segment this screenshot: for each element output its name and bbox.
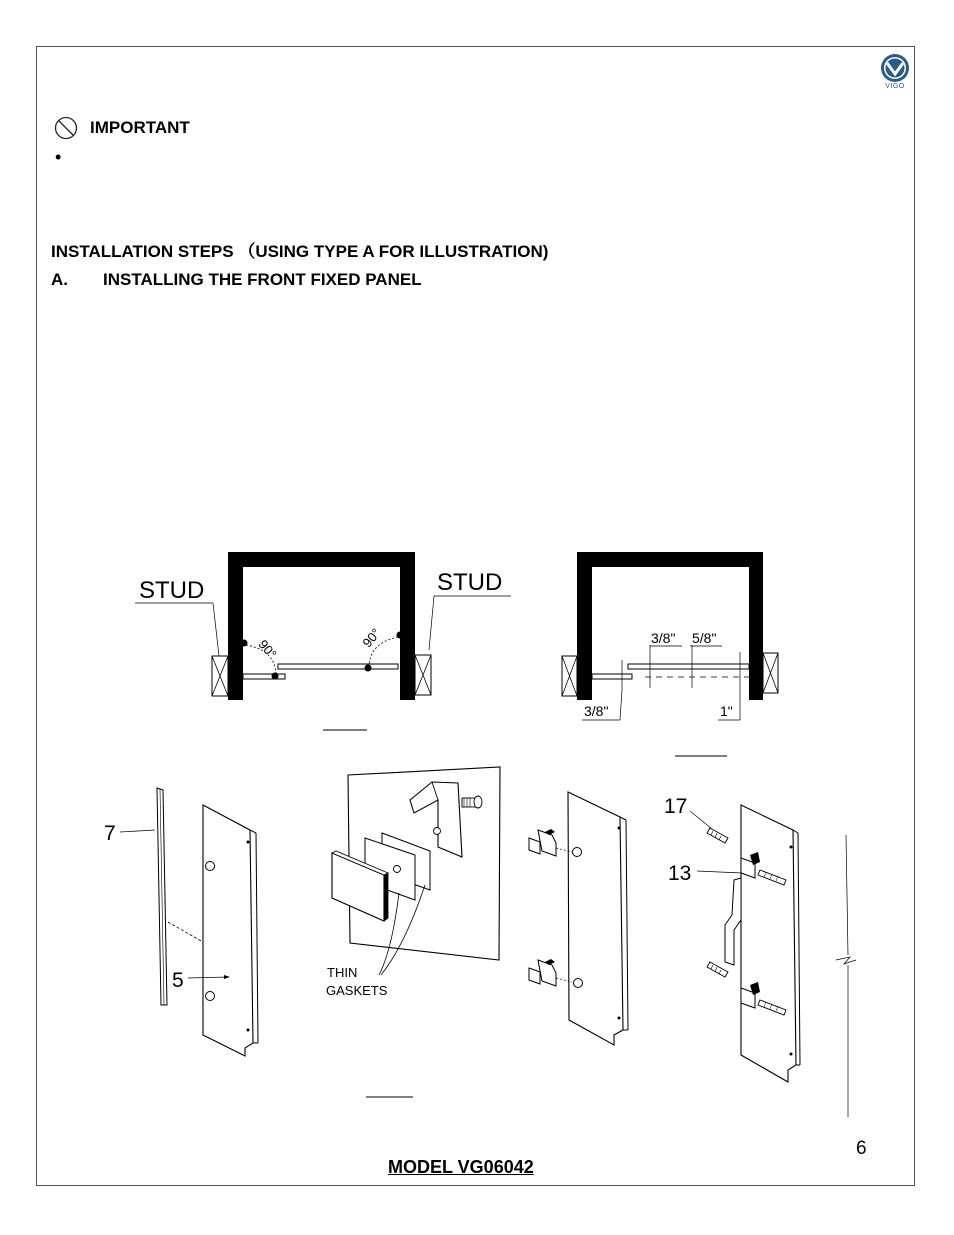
height-line [846, 835, 848, 955]
installation-steps-heading: INSTALLATION STEPS （USING TYPE A FOR ILLUSTRATION) [51, 242, 549, 261]
leader-line [620, 690, 622, 720]
top-view-diagram-left [135, 552, 511, 730]
panel-hole [206, 862, 215, 871]
dimension-label: 5/8" [692, 630, 717, 646]
stud-label-left: STUD [139, 577, 205, 604]
page-number: 6 [856, 1138, 867, 1159]
mounting-channel [725, 878, 741, 965]
panel-with-strip-diagram [104, 788, 258, 1056]
fixed-panel-left [243, 674, 285, 679]
bracket-screw [462, 796, 482, 808]
leader-line [429, 596, 434, 650]
angle-label-left: 90° [255, 636, 280, 662]
bracket-exploded-diagram [326, 767, 500, 1097]
gaskets-label-line1: THIN [327, 965, 358, 980]
stud-block-right [763, 653, 778, 693]
important-label: IMPORTANT [90, 118, 190, 137]
stud-block-right [415, 655, 431, 695]
panel-with-brackets-diagram [529, 792, 628, 1045]
panel-hole [206, 992, 215, 1001]
panel-hole [574, 979, 583, 988]
door-panel [278, 664, 398, 669]
wall-bracket-lower [529, 959, 572, 986]
anchor-17-upper [707, 828, 728, 843]
hinge-dot [365, 665, 372, 672]
gaskets-label-line2: GASKETS [326, 983, 388, 998]
anchor-17-lower [707, 962, 728, 977]
wall-bracket-upper [529, 829, 572, 856]
part-number-7: 7 [104, 822, 116, 845]
logo-text: VIGO [885, 83, 905, 90]
bullet-point: • [55, 147, 62, 167]
glass-panel [741, 805, 796, 1082]
glass-panel [568, 792, 623, 1045]
panel-hole [573, 848, 582, 857]
angle-label-right: 90° [359, 625, 384, 651]
leader-line [690, 811, 712, 829]
leader-line [120, 830, 155, 832]
top-view-diagram-right [562, 552, 778, 756]
section-title: INSTALLING THE FRONT FIXED PANEL [103, 270, 422, 289]
assembly-dashline [168, 922, 203, 942]
door-panel [628, 664, 749, 669]
fixed-panel [592, 674, 632, 679]
part-number-13: 13 [668, 862, 692, 885]
leader-line [213, 603, 219, 656]
hinge-dot [272, 673, 279, 680]
model-number: MODEL VG06042 [388, 1157, 534, 1177]
stud-block-left [212, 656, 228, 696]
panel-with-anchors-diagram [664, 795, 856, 1117]
stud-block-left [562, 656, 577, 696]
fixed-glass-panel [203, 805, 253, 1056]
leader-line [697, 871, 742, 873]
part-number-17: 17 [664, 795, 688, 818]
section-letter: A. [51, 270, 68, 289]
break-symbol [836, 957, 856, 964]
dimension-label: 3/8" [584, 703, 609, 719]
dimension-label: 1" [720, 703, 733, 719]
part-number-5: 5 [172, 969, 184, 992]
stud-label-right: STUD [437, 569, 503, 596]
dimension-label: 3/8" [651, 630, 676, 646]
